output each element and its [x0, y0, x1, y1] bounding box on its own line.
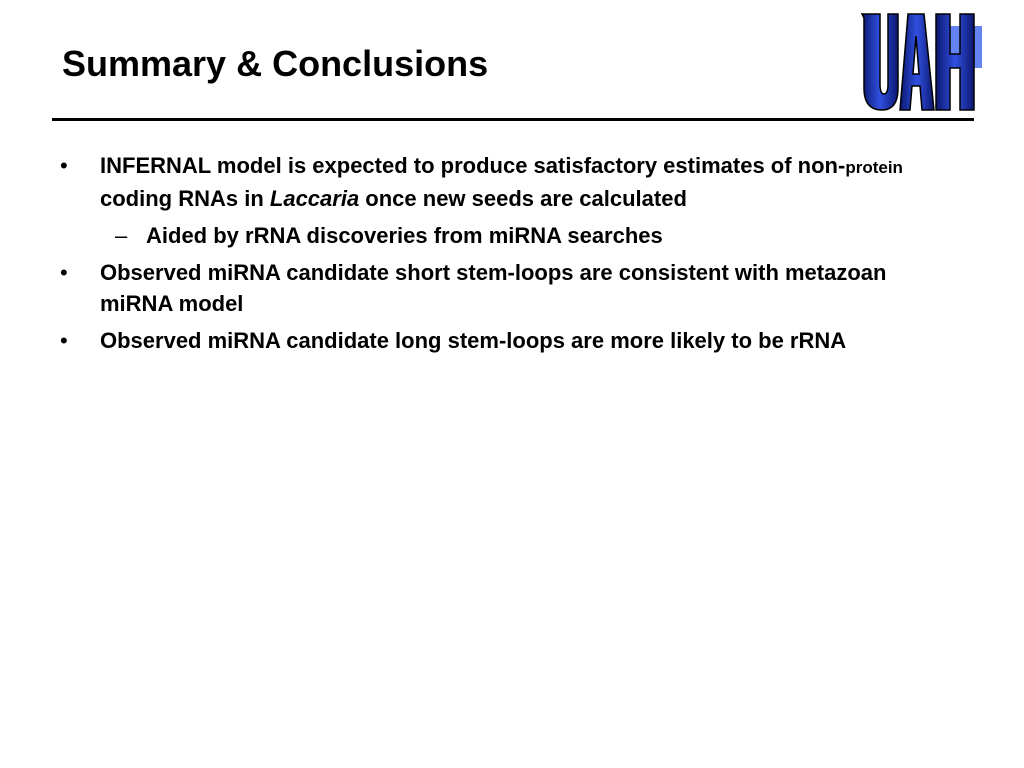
bullet-marker: • [60, 153, 68, 178]
bullet-text: INFERNAL model is expected to produce satisfactory estimates of non- [100, 153, 846, 178]
bullet-text: once new seeds are calculated [359, 186, 687, 211]
sub-bullet-marker: – [115, 223, 128, 248]
bullet-infernal-model [60, 150, 960, 214]
bullet-list [60, 150, 960, 362]
slide-title: Summary & Conclusions [62, 43, 489, 84]
bullet-marker: • [60, 328, 68, 353]
title-divider [52, 118, 974, 121]
bullet-short-stem-loops [60, 257, 960, 319]
sub-bullet-text: Aided by rRNA discoveries from miRNA searches [146, 223, 663, 248]
bullet-text-italic: Laccaria [269, 186, 360, 211]
sub-bullet-rrna-discoveries [60, 220, 960, 251]
bullet-text: Observed miRNA candidate long stem-loops are more likely to be rRNA [100, 328, 847, 353]
bullet-text-small: protein [845, 158, 903, 177]
bullet-text: Observed miRNA candidate short stem-loops are consistent with metazoan miRNA model [100, 260, 887, 316]
bullet-marker: • [60, 260, 68, 285]
bullet-text: coding RNAs in [100, 186, 270, 211]
uah-logo [858, 10, 984, 114]
bullet-long-stem-loops [60, 325, 960, 356]
